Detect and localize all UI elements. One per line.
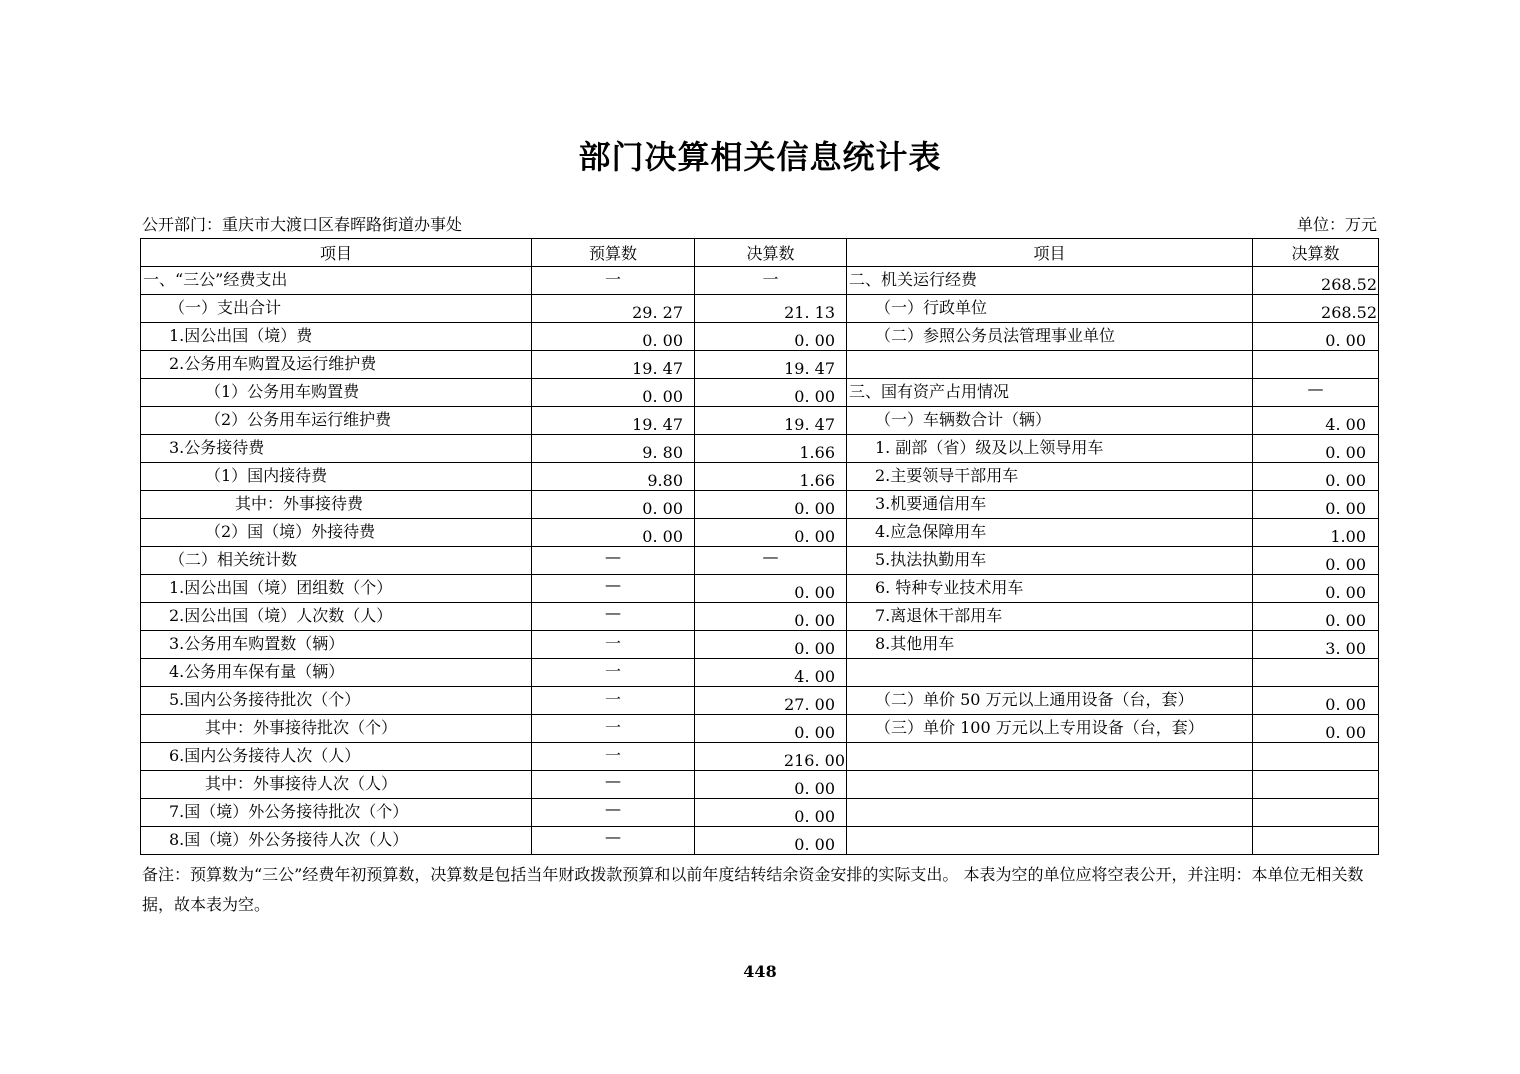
final-value: 1.66: [695, 463, 847, 491]
table-row: [141, 351, 1379, 379]
header-left-item: 项目: [141, 239, 532, 267]
final-value: 27. 00: [695, 687, 847, 715]
table-row: [141, 491, 1379, 519]
final-value: —: [695, 547, 847, 575]
left-item: 2.公务用车购置及运行维护费: [141, 351, 532, 379]
budget-value: 29. 27: [532, 295, 695, 323]
right-item: [847, 771, 1253, 799]
final-value: 216. 00: [695, 743, 847, 771]
final-value: 4. 00: [695, 659, 847, 687]
right-item: [847, 799, 1253, 827]
left-item: 其中：外事接待费: [141, 491, 532, 519]
table-row: [141, 631, 1379, 659]
budget-value: 19. 47: [532, 407, 695, 435]
right-value: 0. 00: [1253, 715, 1379, 743]
header-final-right: 决算数: [1253, 239, 1379, 267]
table-row: [141, 407, 1379, 435]
right-item: 3.机要通信用车: [847, 491, 1253, 519]
right-item: （二）参照公务员法管理事业单位: [847, 323, 1253, 351]
budget-value: 0. 00: [532, 491, 695, 519]
left-item: （2）国（境）外接待费: [141, 519, 532, 547]
left-item: 8.国（境）外公务接待人次（人）: [141, 827, 532, 855]
final-value: 0. 00: [695, 603, 847, 631]
right-value: 1.00: [1253, 519, 1379, 547]
right-value: 0. 00: [1253, 687, 1379, 715]
left-item: （二）相关统计数: [141, 547, 532, 575]
table-row: [141, 435, 1379, 463]
final-value: 19. 47: [695, 407, 847, 435]
final-value: 一: [695, 267, 847, 295]
right-value: 4. 00: [1253, 407, 1379, 435]
table-row: [141, 575, 1379, 603]
right-item: [847, 743, 1253, 771]
table-row: [141, 659, 1379, 687]
budget-value: —: [532, 799, 695, 827]
left-item: 4.公务用车保有量（辆）: [141, 659, 532, 687]
statistics-table: [140, 238, 1379, 855]
budget-value: 一: [532, 631, 695, 659]
budget-value: 一: [532, 743, 695, 771]
budget-value: 0. 00: [532, 379, 695, 407]
final-value: 0. 00: [695, 519, 847, 547]
table-row: [141, 379, 1379, 407]
budget-value: 19. 47: [532, 351, 695, 379]
right-value: [1253, 799, 1379, 827]
final-value: 0. 00: [695, 771, 847, 799]
right-item: [847, 351, 1253, 379]
left-item: （2）公务用车运行维护费: [141, 407, 532, 435]
right-value: 0. 00: [1253, 323, 1379, 351]
table-row: [141, 295, 1379, 323]
table-row: [141, 519, 1379, 547]
right-value: —: [1253, 379, 1379, 407]
left-item: 其中：外事接待人次（人）: [141, 771, 532, 799]
budget-value: —: [532, 603, 695, 631]
budget-value: 一: [532, 659, 695, 687]
right-value: 0. 00: [1253, 575, 1379, 603]
final-value: 0. 00: [695, 323, 847, 351]
final-value: 21. 13: [695, 295, 847, 323]
right-item: 2.主要领导干部用车: [847, 463, 1253, 491]
budget-value: 0. 00: [532, 519, 695, 547]
right-value: [1253, 743, 1379, 771]
right-item: 7.离退休干部用车: [847, 603, 1253, 631]
table-row: [141, 603, 1379, 631]
right-value: 0. 00: [1253, 435, 1379, 463]
left-item: 一、“三公”经费支出: [141, 267, 532, 295]
budget-value: 一: [532, 715, 695, 743]
right-value: [1253, 771, 1379, 799]
final-value: 0. 00: [695, 491, 847, 519]
right-item: 1. 副部（省）级及以上领导用车: [847, 435, 1253, 463]
final-value: 1.66: [695, 435, 847, 463]
table-row: [141, 715, 1379, 743]
table-row: [141, 799, 1379, 827]
left-item: 其中：外事接待批次（个）: [141, 715, 532, 743]
left-item: （1）公务用车购置费: [141, 379, 532, 407]
header-final-left: 决算数: [695, 239, 847, 267]
left-item: （1）国内接待费: [141, 463, 532, 491]
header-budget: 预算数: [532, 239, 695, 267]
left-item: 7.国（境）外公务接待批次（个）: [141, 799, 532, 827]
budget-value: 9.80: [532, 463, 695, 491]
left-item: 2.因公出国（境）人次数（人）: [141, 603, 532, 631]
table-row: [141, 267, 1379, 295]
table-row: [141, 687, 1379, 715]
budget-value: —: [532, 547, 695, 575]
left-item: 1.因公出国（境）费: [141, 323, 532, 351]
right-value: [1253, 659, 1379, 687]
final-value: 0. 00: [695, 715, 847, 743]
final-value: 0. 00: [695, 575, 847, 603]
budget-value: —: [532, 771, 695, 799]
left-item: 3.公务用车购置数（辆）: [141, 631, 532, 659]
header-right-item: 项目: [847, 239, 1253, 267]
budget-value: —: [532, 575, 695, 603]
right-item: （三）单价 100 万元以上专用设备（台，套）: [847, 715, 1253, 743]
budget-value: 9. 80: [532, 435, 695, 463]
right-value: 0. 00: [1253, 603, 1379, 631]
left-item: （一）支出合计: [141, 295, 532, 323]
table-row: [141, 771, 1379, 799]
budget-value: 一: [532, 267, 695, 295]
table-row: [141, 827, 1379, 855]
right-item: [847, 827, 1253, 855]
right-value: [1253, 351, 1379, 379]
department-label: 公开部门：重庆市大渡口区春晖路街道办事处: [142, 215, 463, 234]
right-item: （二）单价 50 万元以上通用设备（台，套）: [847, 687, 1253, 715]
left-item: 1.因公出国（境）团组数（个）: [141, 575, 532, 603]
right-value: 268.52: [1253, 295, 1379, 323]
table-header-row: [141, 239, 1379, 267]
right-value: 268.52: [1253, 267, 1379, 295]
final-value: 0. 00: [695, 631, 847, 659]
page-title: 部门决算相关信息统计表: [578, 138, 942, 176]
right-value: 0. 00: [1253, 547, 1379, 575]
table-row: [141, 547, 1379, 575]
right-item: 三、国有资产占用情况: [847, 379, 1253, 407]
page-number: 448: [743, 962, 777, 981]
table-row: [141, 323, 1379, 351]
left-item: 6.国内公务接待人次（人）: [141, 743, 532, 771]
left-item: 3.公务接待费: [141, 435, 532, 463]
right-item: （一）行政单位: [847, 295, 1253, 323]
right-item: 8.其他用车: [847, 631, 1253, 659]
budget-value: 一: [532, 687, 695, 715]
right-value: 3. 00: [1253, 631, 1379, 659]
right-item: [847, 659, 1253, 687]
budget-value: 0. 00: [532, 323, 695, 351]
right-item: 4.应急保障用车: [847, 519, 1253, 547]
final-value: 0. 00: [695, 827, 847, 855]
right-item: 6. 特种专业技术用车: [847, 575, 1253, 603]
right-value: 0. 00: [1253, 463, 1379, 491]
table-row: [141, 743, 1379, 771]
footnote: 备注：预算数为“三公”经费年初预算数，决算数是包括当年财政拨款预算和以前年度结转结余资金安排的实际支出。 本表为空的单位应将空表公开，并注明：本单位无相关数据，故本表为空。: [142, 865, 1364, 914]
right-value: [1253, 827, 1379, 855]
final-value: 0. 00: [695, 379, 847, 407]
final-value: 0. 00: [695, 799, 847, 827]
final-value: 19. 47: [695, 351, 847, 379]
unit-label: 单位：万元: [1296, 215, 1377, 234]
left-item: 5.国内公务接待批次（个）: [141, 687, 532, 715]
right-item: 5.执法执勤用车: [847, 547, 1253, 575]
budget-value: —: [532, 827, 695, 855]
right-item: （一）车辆数合计（辆）: [847, 407, 1253, 435]
table-row: [141, 463, 1379, 491]
right-value: 0. 00: [1253, 491, 1379, 519]
right-item: 二、机关运行经费: [847, 267, 1253, 295]
